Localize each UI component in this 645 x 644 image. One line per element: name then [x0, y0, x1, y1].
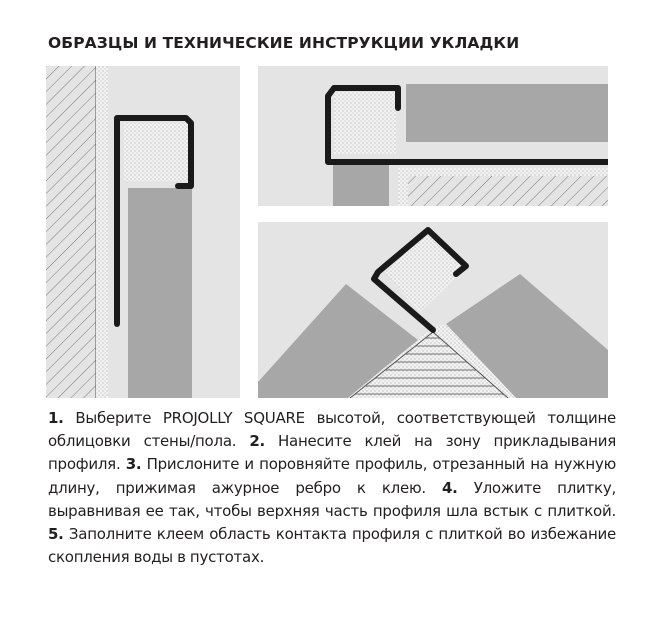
step-4-text: Уложите плитку, выравнивая ее так, чтобы верхняя часть профиля шла встык с плиткой. — [48, 478, 617, 520]
figure-wall-edge — [46, 66, 240, 398]
wall-tile — [333, 164, 389, 206]
step-3-text: Прислоните и поровняйте профиль, отрезанный на нужную длину, прижимая ажурное ребро к клею. — [48, 455, 616, 497]
installation-instructions — [48, 407, 616, 569]
step-5-number: 5. — [48, 525, 64, 544]
wall-edge-diagram — [46, 66, 240, 398]
tile — [406, 84, 608, 142]
adhesive-layer — [96, 66, 108, 398]
page-title: ОБРАЗЦЫ И ТЕХНИЧЕСКИЕ ИНСТРУКЦИИ УКЛАДКИ — [48, 34, 520, 52]
tile — [128, 188, 192, 398]
floor-edge-diagram — [258, 66, 608, 206]
step-3-number: 3. — [125, 455, 142, 474]
step-1-text: Выберите PROJOLLY SQUARE высотой, соответствующей толщине облицовки стены/пола. — [48, 409, 616, 451]
figure-floor-edge — [258, 66, 608, 206]
step-4-number: 4. — [441, 478, 458, 497]
step-1-number: 1. — [48, 409, 64, 427]
step-5-text: Заполните клеем область контакта профиля с плиткой во избежание скопления воды в пустотах. — [48, 525, 616, 567]
external-corner-diagram — [258, 222, 608, 398]
step-2-text: Нанесите клей на зону прикладывания профиля. — [48, 432, 617, 474]
profile-fill — [124, 123, 190, 181]
step-2-number: 2. — [249, 432, 265, 451]
figure-external-corner — [258, 222, 608, 398]
wall-hatch — [46, 66, 96, 398]
profile-fill — [334, 92, 396, 154]
floor-hatch — [408, 176, 608, 206]
